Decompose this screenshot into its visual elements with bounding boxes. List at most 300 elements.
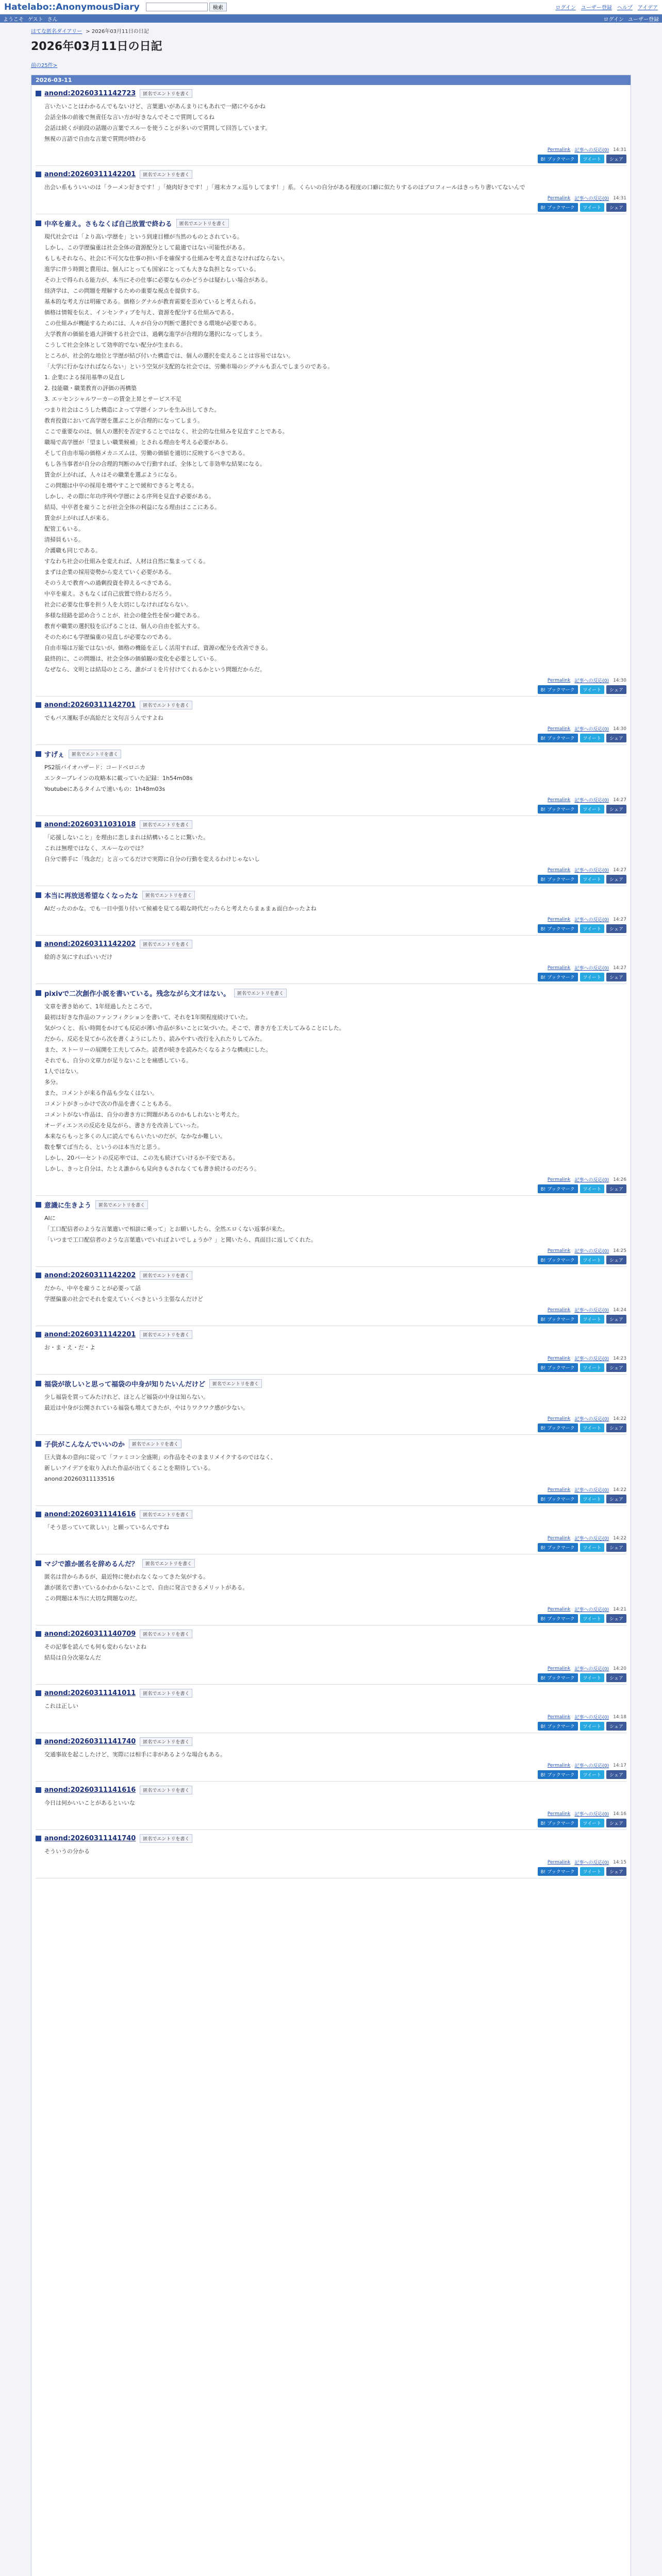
entry bbox=[36, 1733, 626, 1782]
entry-body-line: 清掃員もいる。 bbox=[44, 536, 84, 543]
entry-header bbox=[36, 1558, 626, 1568]
entry-body-line: 社会に必要な仕事を担う人を大切にしなければならない。 bbox=[44, 601, 192, 608]
entry-body-line: 最近は中身が公開されている福袋も増えてきたが、やはりワクワク感が少ない。 bbox=[44, 1404, 249, 1411]
entry-marker-icon bbox=[36, 1739, 41, 1744]
permalink-link[interactable]: Permalink bbox=[547, 677, 571, 683]
entry-body-line: 「そう思っていて欲しい」と願っているんですね bbox=[44, 1524, 169, 1531]
entry bbox=[36, 1506, 626, 1554]
entry-body-line: 新しいアイデアを取り入れた作品が出てくることを期待している。 bbox=[44, 1465, 214, 1471]
entry-body-line: 結局は自分次第なんだ bbox=[44, 1654, 101, 1661]
tweet-button[interactable]: ツイート bbox=[580, 685, 605, 694]
facebook-share-button[interactable]: シェア bbox=[606, 685, 626, 694]
facebook-share-button[interactable]: シェア bbox=[606, 203, 626, 212]
entry-header bbox=[36, 218, 626, 228]
permalink-link[interactable]: Permalink bbox=[547, 917, 571, 922]
tweet-button[interactable]: ツイート bbox=[580, 805, 605, 814]
bookmark-button[interactable]: B! ブックマーク bbox=[538, 203, 578, 212]
entry-body-line: 結局、中卒者を雇うことが社会全体の利益になる理由はここにある。 bbox=[44, 504, 220, 511]
entry-title[interactable]: anond:20260311142202 bbox=[44, 940, 136, 948]
entry-title[interactable]: anond:20260311142723 bbox=[44, 90, 136, 97]
entry-title[interactable]: 中卒を雇え。さもなくば自己放置で終わる bbox=[44, 221, 172, 228]
entry-title[interactable]: anond:20260311141740 bbox=[44, 1738, 136, 1745]
entry bbox=[36, 1554, 626, 1625]
trackback-link[interactable]: 記事への反応(0) bbox=[574, 1249, 609, 1254]
entry-body-line: 誰が匿名で書いているかわからないことで、自由に発言できるメリットがある。 bbox=[44, 1584, 249, 1591]
trackback-link[interactable]: 記事への反応(0) bbox=[574, 196, 609, 201]
entry-body-line: 「応援しないこと」を理由に悲しまれは結構いることに驚いた。 bbox=[44, 834, 209, 841]
entry-header bbox=[36, 1200, 626, 1210]
facebook-share-button[interactable]: シェア bbox=[606, 1256, 626, 1264]
bookmark-button[interactable]: B! ブックマーク bbox=[538, 1423, 578, 1432]
write-anon-button[interactable]: 匿名でエントリを書く bbox=[140, 1737, 192, 1746]
entry bbox=[36, 1435, 626, 1506]
entry bbox=[36, 1196, 626, 1267]
entry-title[interactable]: anond:20260311142202 bbox=[44, 1272, 136, 1279]
tweet-button[interactable]: ツイート bbox=[580, 924, 605, 933]
entry-header bbox=[36, 1510, 626, 1519]
bookmark-button[interactable]: B! ブックマーク bbox=[538, 1184, 578, 1193]
share-buttons bbox=[36, 1363, 626, 1372]
entry-body-line: ここで重要なのは、個人の選択を否定することではなく、社会的な仕組みを見直すことである。 bbox=[44, 428, 288, 435]
share-buttons bbox=[36, 1673, 626, 1682]
facebook-share-button[interactable]: シェア bbox=[606, 805, 626, 814]
entry-time: 14:22 bbox=[613, 1416, 626, 1421]
entry-body-line: また、ストーリーの展開を工夫してみた。読者が続きを読みたくなるような構成にした。 bbox=[44, 1046, 271, 1053]
tweet-button[interactable]: ツイート bbox=[580, 1673, 605, 1682]
facebook-share-button[interactable]: シェア bbox=[606, 1423, 626, 1432]
prev-entries-link[interactable]: 前の25件> bbox=[31, 63, 58, 69]
bookmark-button[interactable]: B! ブックマーク bbox=[538, 1867, 578, 1876]
entry bbox=[36, 1326, 626, 1375]
entry-footer bbox=[36, 1247, 626, 1254]
write-anon-button[interactable]: 匿名でエントリを書く bbox=[140, 940, 192, 948]
permalink-link[interactable]: Permalink bbox=[547, 1762, 571, 1768]
top-link-register[interactable]: ユーザー登録 bbox=[581, 5, 612, 11]
tweet-button[interactable]: ツイート bbox=[580, 155, 605, 163]
write-anon-button[interactable]: 匿名でエントリを書く bbox=[142, 1559, 195, 1568]
entry bbox=[36, 886, 626, 936]
entry-title[interactable]: すげぇ bbox=[44, 751, 65, 759]
top-header bbox=[0, 0, 662, 14]
write-anon-button[interactable]: 匿名でエントリを書く bbox=[140, 1630, 192, 1638]
nav-register-link[interactable]: ユーザー登録 bbox=[628, 16, 659, 23]
entry-footer bbox=[36, 1176, 626, 1183]
trackback-link[interactable]: 記事への反応(0) bbox=[574, 148, 609, 153]
trackback-link[interactable]: 記事への反応(0) bbox=[574, 1357, 609, 1362]
trackback-link[interactable]: 記事への反応(0) bbox=[574, 868, 609, 873]
trackback-link[interactable]: 記事への反応(0) bbox=[574, 727, 609, 732]
write-anon-button[interactable]: 匿名でエントリを書く bbox=[140, 1834, 192, 1843]
entry-body bbox=[36, 713, 626, 723]
write-anon-button[interactable]: 匿名でエントリを書く bbox=[140, 1689, 192, 1698]
bookmark-button[interactable]: B! ブックマーク bbox=[538, 924, 578, 933]
trackback-link[interactable]: 記事への反応(0) bbox=[574, 966, 609, 971]
trackback-link[interactable]: 記事への反応(0) bbox=[574, 1308, 609, 1313]
tweet-button[interactable]: ツイート bbox=[580, 875, 605, 884]
entry-body-line: お・ま・え・だ・よ bbox=[44, 1344, 95, 1351]
tweet-button[interactable]: ツイート bbox=[580, 973, 605, 981]
trackback-link[interactable]: 記事への反応(0) bbox=[574, 1178, 609, 1183]
facebook-share-button[interactable]: シェア bbox=[606, 1673, 626, 1682]
facebook-share-button[interactable]: シェア bbox=[606, 1543, 626, 1552]
share-buttons bbox=[36, 1819, 626, 1827]
tweet-button[interactable]: ツイート bbox=[580, 1867, 605, 1876]
bookmark-button[interactable]: B! ブックマーク bbox=[538, 1495, 578, 1503]
nav-greeting bbox=[3, 15, 58, 23]
entry-title[interactable]: anond:20260311142701 bbox=[44, 701, 136, 709]
facebook-share-button[interactable]: シェア bbox=[606, 155, 626, 163]
entry-marker-icon bbox=[36, 822, 41, 827]
entry-header bbox=[36, 1630, 626, 1638]
share-buttons bbox=[36, 203, 626, 212]
trackback-link[interactable]: 記事への反応(0) bbox=[574, 1417, 609, 1422]
entry-time: 14:25 bbox=[613, 1248, 626, 1253]
entry-title[interactable]: 子供がこんなんでいいのか bbox=[44, 1441, 125, 1449]
entry-body-line: そして自由市場の価格メカニズムは、労働の価値を適切に反映するべきである。 bbox=[44, 450, 249, 456]
share-buttons bbox=[36, 1543, 626, 1552]
share-buttons bbox=[36, 1722, 626, 1731]
permalink-link[interactable]: Permalink bbox=[547, 1606, 571, 1612]
entry-body-line: 無視の言語で自由な言葉で質問が終わる bbox=[44, 135, 146, 142]
entry-body-line: そういうの分かる bbox=[44, 1848, 90, 1855]
entry-header bbox=[36, 1689, 626, 1698]
tweet-button[interactable]: ツイート bbox=[580, 734, 605, 742]
share-buttons bbox=[36, 1184, 626, 1193]
entry-header bbox=[36, 820, 626, 829]
entry-body-line: 本来ならもっと多くの人に読んでもらいたいのだが、なかなか難しい。 bbox=[44, 1133, 226, 1140]
entry-time: 14:22 bbox=[613, 1535, 626, 1541]
entry-title[interactable]: anond:20260311141740 bbox=[44, 1835, 136, 1842]
entry-body bbox=[36, 1342, 626, 1353]
top-link-idea[interactable]: アイデア bbox=[637, 5, 658, 11]
trackback-link[interactable]: 記事への反応(0) bbox=[574, 1488, 609, 1493]
permalink-link[interactable]: Permalink bbox=[547, 797, 571, 803]
write-anon-button[interactable]: 匿名でエントリを書く bbox=[140, 1330, 192, 1339]
entry-body-line: 匿名は昔からあるが、最近特に使われなくなってきた気がする。 bbox=[44, 1573, 209, 1580]
write-anon-button[interactable]: 匿名でエントリを書く bbox=[140, 1271, 192, 1280]
permalink-link[interactable]: Permalink bbox=[547, 1666, 571, 1671]
entry-time: 14:27 bbox=[613, 917, 626, 922]
entry-title[interactable]: 福袋が欲しいと思って福袋の中身が知りたいんだけど bbox=[44, 1381, 206, 1388]
bookmark-button[interactable]: B! ブックマーク bbox=[538, 973, 578, 981]
entry-body-line: 文章を書き始めて、1年経過したところで。 bbox=[44, 1003, 156, 1010]
bookmark-button[interactable]: B! ブックマーク bbox=[538, 1819, 578, 1827]
bookmark-button[interactable]: B! ブックマーク bbox=[538, 1673, 578, 1682]
entry-body-line: つまり社会はこうした構造によって学歴インフレを生み出してきた。 bbox=[44, 406, 220, 413]
entry-body-line: しかし、20パーセントの反応率では、この先も続けていけるか不安である。 bbox=[44, 1155, 239, 1161]
entry-time: 14:27 bbox=[613, 797, 626, 803]
permalink-link[interactable]: Permalink bbox=[547, 147, 571, 152]
bookmark-button[interactable]: B! ブックマーク bbox=[538, 734, 578, 742]
bookmark-button[interactable]: B! ブックマーク bbox=[538, 685, 578, 694]
entry-title[interactable]: anond:20260311142201 bbox=[44, 171, 136, 178]
trackback-link[interactable]: 記事への反応(0) bbox=[574, 1607, 609, 1613]
permalink-link[interactable]: Permalink bbox=[547, 1859, 571, 1865]
search-input[interactable] bbox=[146, 3, 208, 11]
entry-body-line: 2. 技能職・職業教育の評価の再構築 bbox=[44, 385, 137, 392]
entry-footer bbox=[36, 796, 626, 803]
entry-header bbox=[36, 701, 626, 709]
facebook-share-button[interactable]: シェア bbox=[606, 1184, 626, 1193]
tweet-button[interactable]: ツイート bbox=[580, 1184, 605, 1193]
entry-header bbox=[36, 749, 626, 759]
tweet-button[interactable]: ツイート bbox=[580, 1722, 605, 1731]
nav-login-link[interactable]: ログイン bbox=[603, 16, 624, 23]
write-anon-button[interactable]: 匿名でエントリを書く bbox=[140, 1786, 192, 1794]
tweet-button[interactable]: ツイート bbox=[580, 1495, 605, 1503]
entry-title[interactable]: pixivで二次創作小説を書いている。残念ながら文才はない。 bbox=[44, 990, 230, 998]
entry-marker-icon bbox=[36, 1332, 41, 1337]
breadcrumb-sep: > bbox=[86, 29, 90, 35]
nav-bar bbox=[0, 14, 662, 23]
entry-body bbox=[36, 182, 626, 193]
entry-body-line: 賃金が上がれば、人々はその職業を選ぶようになる。 bbox=[44, 471, 180, 478]
trackback-link[interactable]: 記事への反応(0) bbox=[574, 798, 609, 803]
entry-body-line: AIに bbox=[44, 1215, 56, 1222]
entry-body bbox=[36, 1452, 626, 1484]
entry-header bbox=[36, 1330, 626, 1339]
bookmark-button[interactable]: B! ブックマーク bbox=[538, 1256, 578, 1264]
share-buttons bbox=[36, 1867, 626, 1876]
entry-time: 14:17 bbox=[613, 1762, 626, 1768]
tweet-button[interactable]: ツイート bbox=[580, 1819, 605, 1827]
date-header: 2026-03-11 bbox=[31, 75, 631, 85]
breadcrumb-home[interactable]: はてな匿名ダイアリー bbox=[31, 29, 82, 35]
bookmark-button[interactable]: B! ブックマーク bbox=[538, 1363, 578, 1372]
write-anon-button[interactable]: 匿名でエントリを書く bbox=[140, 89, 192, 98]
bookmark-button[interactable]: B! ブックマーク bbox=[538, 1315, 578, 1324]
bookmark-button[interactable]: B! ブックマーク bbox=[538, 875, 578, 884]
entry-body-line: それでも、自分の文章力が足りないことを痛感している。 bbox=[44, 1057, 192, 1064]
entry-body-line: 最初は好きな作品のファンフィクションを書いて、それを1年間程度続けていた。 bbox=[44, 1014, 252, 1021]
entry-marker-icon bbox=[36, 1836, 41, 1841]
entry-body-line: 「大学に行かなければならない」という空気が支配的な社会では、労働市場のシグナルも歪んでしまうのである。 bbox=[44, 363, 334, 370]
facebook-share-button[interactable]: シェア bbox=[606, 973, 626, 981]
write-anon-button[interactable]: 匿名でエントリを書く bbox=[234, 989, 287, 997]
entry-title[interactable]: anond:20260311141616 bbox=[44, 1786, 136, 1794]
entry-body-line: ところが、社会的な地位と学歴が結び付いた構造では、個人の選択を変えることは容易ではない。 bbox=[44, 352, 294, 359]
entry-body-line: コメントがない作品は、自分の書き方に問題があるのかもしれないと考えた。 bbox=[44, 1111, 243, 1118]
facebook-share-button[interactable]: シェア bbox=[606, 1819, 626, 1827]
breadcrumb-current: 2026年03月11日の日記 bbox=[91, 29, 149, 35]
main-content bbox=[31, 75, 631, 2576]
bookmark-button[interactable]: B! ブックマーク bbox=[538, 1722, 578, 1731]
permalink-link[interactable]: Permalink bbox=[547, 1248, 571, 1253]
top-link-login[interactable]: ログイン bbox=[555, 5, 576, 11]
top-links bbox=[555, 3, 658, 11]
facebook-share-button[interactable]: シェア bbox=[606, 1867, 626, 1876]
write-anon-button[interactable]: 匿名でエントリを書く bbox=[142, 891, 195, 900]
entry-body-line: 大学教育の価値を過大評価する社会では、過剰な進学が合理的な選択になってしまう。 bbox=[44, 331, 266, 337]
entry-body-line: 数を撃てば当たる、というのは本当だと思う。 bbox=[44, 1144, 163, 1150]
permalink-link[interactable]: Permalink bbox=[547, 1535, 571, 1541]
entry-title[interactable]: anond:20260311031018 bbox=[44, 821, 136, 828]
entry-marker-icon bbox=[36, 1561, 41, 1566]
entry-title[interactable]: anond:20260311141616 bbox=[44, 1511, 136, 1518]
entry bbox=[36, 697, 626, 745]
entry-marker-icon bbox=[36, 751, 41, 757]
page-header bbox=[0, 23, 662, 69]
entry-body bbox=[36, 1749, 626, 1760]
entry-title[interactable]: anond:20260311141011 bbox=[44, 1689, 136, 1697]
permalink-link[interactable]: Permalink bbox=[547, 1177, 571, 1182]
trackback-link[interactable]: 記事への反応(0) bbox=[574, 1667, 609, 1672]
tweet-button[interactable]: ツイート bbox=[580, 1363, 605, 1372]
search-button[interactable]: 検索 bbox=[209, 3, 227, 11]
entry-body-line: 介護職も同じである。 bbox=[44, 547, 101, 554]
tweet-button[interactable]: ツイート bbox=[580, 1423, 605, 1432]
entry-body bbox=[36, 1641, 626, 1663]
entry-body-line: 自由市場は万能ではないが、価格の機能を正しく活用すれば、資源の配分を改善できる。 bbox=[44, 645, 271, 651]
permalink-link[interactable]: Permalink bbox=[547, 1714, 571, 1720]
entry bbox=[36, 936, 626, 984]
entry-time: 14:30 bbox=[613, 677, 626, 683]
entry-marker-icon bbox=[36, 1512, 41, 1517]
facebook-share-button[interactable]: シェア bbox=[606, 1495, 626, 1503]
facebook-share-button[interactable]: シェア bbox=[606, 924, 626, 933]
entry-footer bbox=[36, 1606, 626, 1613]
entry bbox=[36, 1685, 626, 1733]
entry-body-line: そのうえで教育への過剰投資を抑えるべきである。 bbox=[44, 580, 175, 586]
write-anon-button[interactable]: 匿名でエントリを書く bbox=[140, 820, 192, 829]
write-anon-button[interactable]: 匿名でエントリを書く bbox=[95, 1200, 148, 1209]
entry-body bbox=[36, 101, 626, 144]
bookmark-button[interactable]: B! ブックマーク bbox=[538, 805, 578, 814]
entry-body-line: その記事を読んでも何も変わらないよね bbox=[44, 1643, 146, 1650]
entry-footer bbox=[36, 867, 626, 873]
entry-body-line: 教育や職業の選択肢を広げることは、個人の自由を拡大する。 bbox=[44, 623, 203, 630]
entry-body bbox=[36, 1701, 626, 1711]
permalink-link[interactable]: Permalink bbox=[547, 867, 571, 873]
entry-body-line: 中卒を雇え。さもなくば自己放置で終わるだろう。 bbox=[44, 590, 175, 597]
entry-body-line: 配管工もいる。 bbox=[44, 526, 84, 532]
write-anon-button[interactable]: 匿名でエントリを書く bbox=[140, 701, 192, 709]
nav-san: さん bbox=[47, 16, 58, 23]
entry-header bbox=[36, 1271, 626, 1280]
entry-body-line: コメントがきっかけで次の作品を書くこともある。 bbox=[44, 1100, 175, 1107]
permalink-link[interactable]: Permalink bbox=[547, 726, 571, 732]
entry-marker-icon bbox=[36, 1273, 41, 1278]
tweet-button[interactable]: ツイート bbox=[580, 1614, 605, 1623]
entry-header bbox=[36, 988, 626, 998]
facebook-share-button[interactable]: シェア bbox=[606, 1770, 626, 1779]
site-logo[interactable]: Hatelabo::AnonymousDiary bbox=[4, 2, 140, 12]
tweet-button[interactable]: ツイート bbox=[580, 1770, 605, 1779]
breadcrumb bbox=[31, 27, 631, 35]
trackback-link[interactable]: 記事への反応(0) bbox=[574, 1715, 609, 1720]
entry-title[interactable]: anond:20260311142201 bbox=[44, 1331, 136, 1338]
entry bbox=[36, 85, 626, 166]
entry-title[interactable]: マジで誰か匿名を辞めるんだ？ bbox=[44, 1561, 139, 1568]
permalink-link[interactable]: Permalink bbox=[547, 1811, 571, 1817]
bookmark-button[interactable]: B! ブックマーク bbox=[538, 1614, 578, 1623]
permalink-link[interactable]: Permalink bbox=[547, 1355, 571, 1361]
entry-body-line: この問題は中卒の採用を増やすことで緩和できると考える。 bbox=[44, 482, 197, 489]
permalink-link[interactable]: Permalink bbox=[547, 965, 571, 971]
permalink-link[interactable]: Permalink bbox=[547, 1307, 571, 1313]
tweet-button[interactable]: ツイート bbox=[580, 1315, 605, 1324]
entry-footer bbox=[36, 1762, 626, 1769]
write-anon-button[interactable]: 匿名でエントリを書く bbox=[140, 1510, 192, 1519]
facebook-share-button[interactable]: シェア bbox=[606, 1363, 626, 1372]
write-anon-button[interactable]: 匿名でエントリを書く bbox=[129, 1439, 181, 1448]
bookmark-button[interactable]: B! ブックマーク bbox=[538, 1770, 578, 1779]
top-link-help[interactable]: ヘルプ bbox=[617, 5, 633, 11]
entry-header bbox=[36, 89, 626, 98]
tweet-button[interactable]: ツイート bbox=[580, 203, 605, 212]
facebook-share-button[interactable]: シェア bbox=[606, 1315, 626, 1324]
entry-body bbox=[36, 1571, 626, 1604]
share-buttons bbox=[36, 1423, 626, 1432]
trackback-link[interactable]: 記事への反応(0) bbox=[574, 679, 609, 684]
entry-header bbox=[36, 1786, 626, 1794]
trackback-link[interactable]: 記事への反応(0) bbox=[574, 1764, 609, 1769]
entry-body-line: だから、反応を見てから次を書くようにしたり、読みやすい改行を入れたりしてみた。 bbox=[44, 1036, 266, 1042]
write-anon-button[interactable]: 匿名でエントリを書く bbox=[209, 1379, 262, 1388]
bookmark-button[interactable]: B! ブックマーク bbox=[538, 1543, 578, 1552]
write-anon-button[interactable]: 匿名でエントリを書く bbox=[176, 219, 229, 228]
trackback-link[interactable]: 記事への反応(0) bbox=[574, 918, 609, 923]
entry-time: 14:16 bbox=[613, 1811, 626, 1817]
entry-title[interactable]: 意識に生きよう bbox=[44, 1202, 92, 1210]
entry-title[interactable]: anond:20260311140709 bbox=[44, 1630, 136, 1638]
trackback-link[interactable]: 記事への反応(0) bbox=[574, 1812, 609, 1817]
entry-title[interactable]: 本当に再放送希望なくなったな bbox=[44, 892, 139, 900]
entry-body-line: もしもそれなら、社会に不可欠な仕事の担い手を確保する仕組みを考え直さなければならない。 bbox=[44, 255, 288, 262]
entry-body-line: まずは企業の採用姿勢から変えていく必要がある。 bbox=[44, 569, 175, 575]
entry-body-line: 出会い系もういいのは「ラーメン好きです！」「焼肉好きです！」「週末カフェ巡りしてます！」系。くらいの自分がある程度の口癖に似たりするのはプロフィールはきっちり書いてないんで bbox=[44, 184, 525, 191]
bookmark-button[interactable]: B! ブックマーク bbox=[538, 155, 578, 163]
entry-body-line: 1. 企業による採用基準の見直し bbox=[44, 374, 125, 381]
entry-header bbox=[36, 890, 626, 900]
permalink-link[interactable]: Permalink bbox=[547, 1416, 571, 1421]
entry-time: 14:21 bbox=[613, 1606, 626, 1612]
entry bbox=[36, 745, 626, 816]
entry-body-line: 会話は続くが前段の話題の言葉でスルーを使うことが多いので質問して回答しています。 bbox=[44, 125, 271, 131]
tweet-button[interactable]: ツイート bbox=[580, 1256, 605, 1264]
entry-marker-icon bbox=[36, 1441, 41, 1447]
entry bbox=[36, 816, 626, 886]
entry-body bbox=[36, 1392, 626, 1413]
permalink-link[interactable]: Permalink bbox=[547, 1487, 571, 1493]
share-buttons bbox=[36, 734, 626, 742]
tweet-button[interactable]: ツイート bbox=[580, 1543, 605, 1552]
write-anon-button[interactable]: 匿名でエントリを書く bbox=[69, 750, 121, 758]
facebook-share-button[interactable]: シェア bbox=[606, 1722, 626, 1731]
entry-body-line: 進学に伴う時間と費用は、個人にとっても国家にとっても大きな負担となっている。 bbox=[44, 266, 260, 273]
entry-marker-icon bbox=[36, 172, 41, 177]
entry-body-line: この問題は本当に大切な問題なのだ。 bbox=[44, 1595, 141, 1602]
facebook-share-button[interactable]: シェア bbox=[606, 875, 626, 884]
facebook-share-button[interactable]: シェア bbox=[606, 734, 626, 742]
entry-body-line: その上で得られる能力が、本当にその仕事に必要なものかどうかは疑わしい場合がある。 bbox=[44, 277, 271, 283]
write-anon-button[interactable]: 匿名でエントリを書く bbox=[140, 170, 192, 179]
trackback-link[interactable]: 記事への反応(0) bbox=[574, 1860, 609, 1866]
trackback-link[interactable]: 記事への反応(0) bbox=[574, 1536, 609, 1541]
entry-body-line: 少し福袋を買ってみたけれど、ほとんど福袋の中身は知らない。 bbox=[44, 1394, 209, 1400]
facebook-share-button[interactable]: シェア bbox=[606, 1614, 626, 1623]
nav-guest[interactable]: ゲスト bbox=[28, 16, 43, 23]
entry-footer bbox=[36, 1714, 626, 1720]
entry-marker-icon bbox=[36, 990, 41, 996]
entry-body-line: anond:20260311133516 bbox=[44, 1476, 115, 1482]
entry-time: 14:27 bbox=[613, 867, 626, 873]
entry-body-line: AIだったのかな。でも一日中張り付いて候補を見てる暇な時代だったらと考えたらまぁまぁ面白かったよね bbox=[44, 905, 317, 912]
share-buttons bbox=[36, 973, 626, 981]
entry-body-line: 自分で勝手に「残念だ」と言ってるだけで実際に自分の行動を変えるわけじゃないし bbox=[44, 856, 260, 862]
permalink-link[interactable]: Permalink bbox=[547, 195, 571, 201]
entry-body-line: 言いたいことはわかるんでもないけど、言葉遣いがあんまりにもあれで一緒にやるかね bbox=[44, 103, 266, 110]
